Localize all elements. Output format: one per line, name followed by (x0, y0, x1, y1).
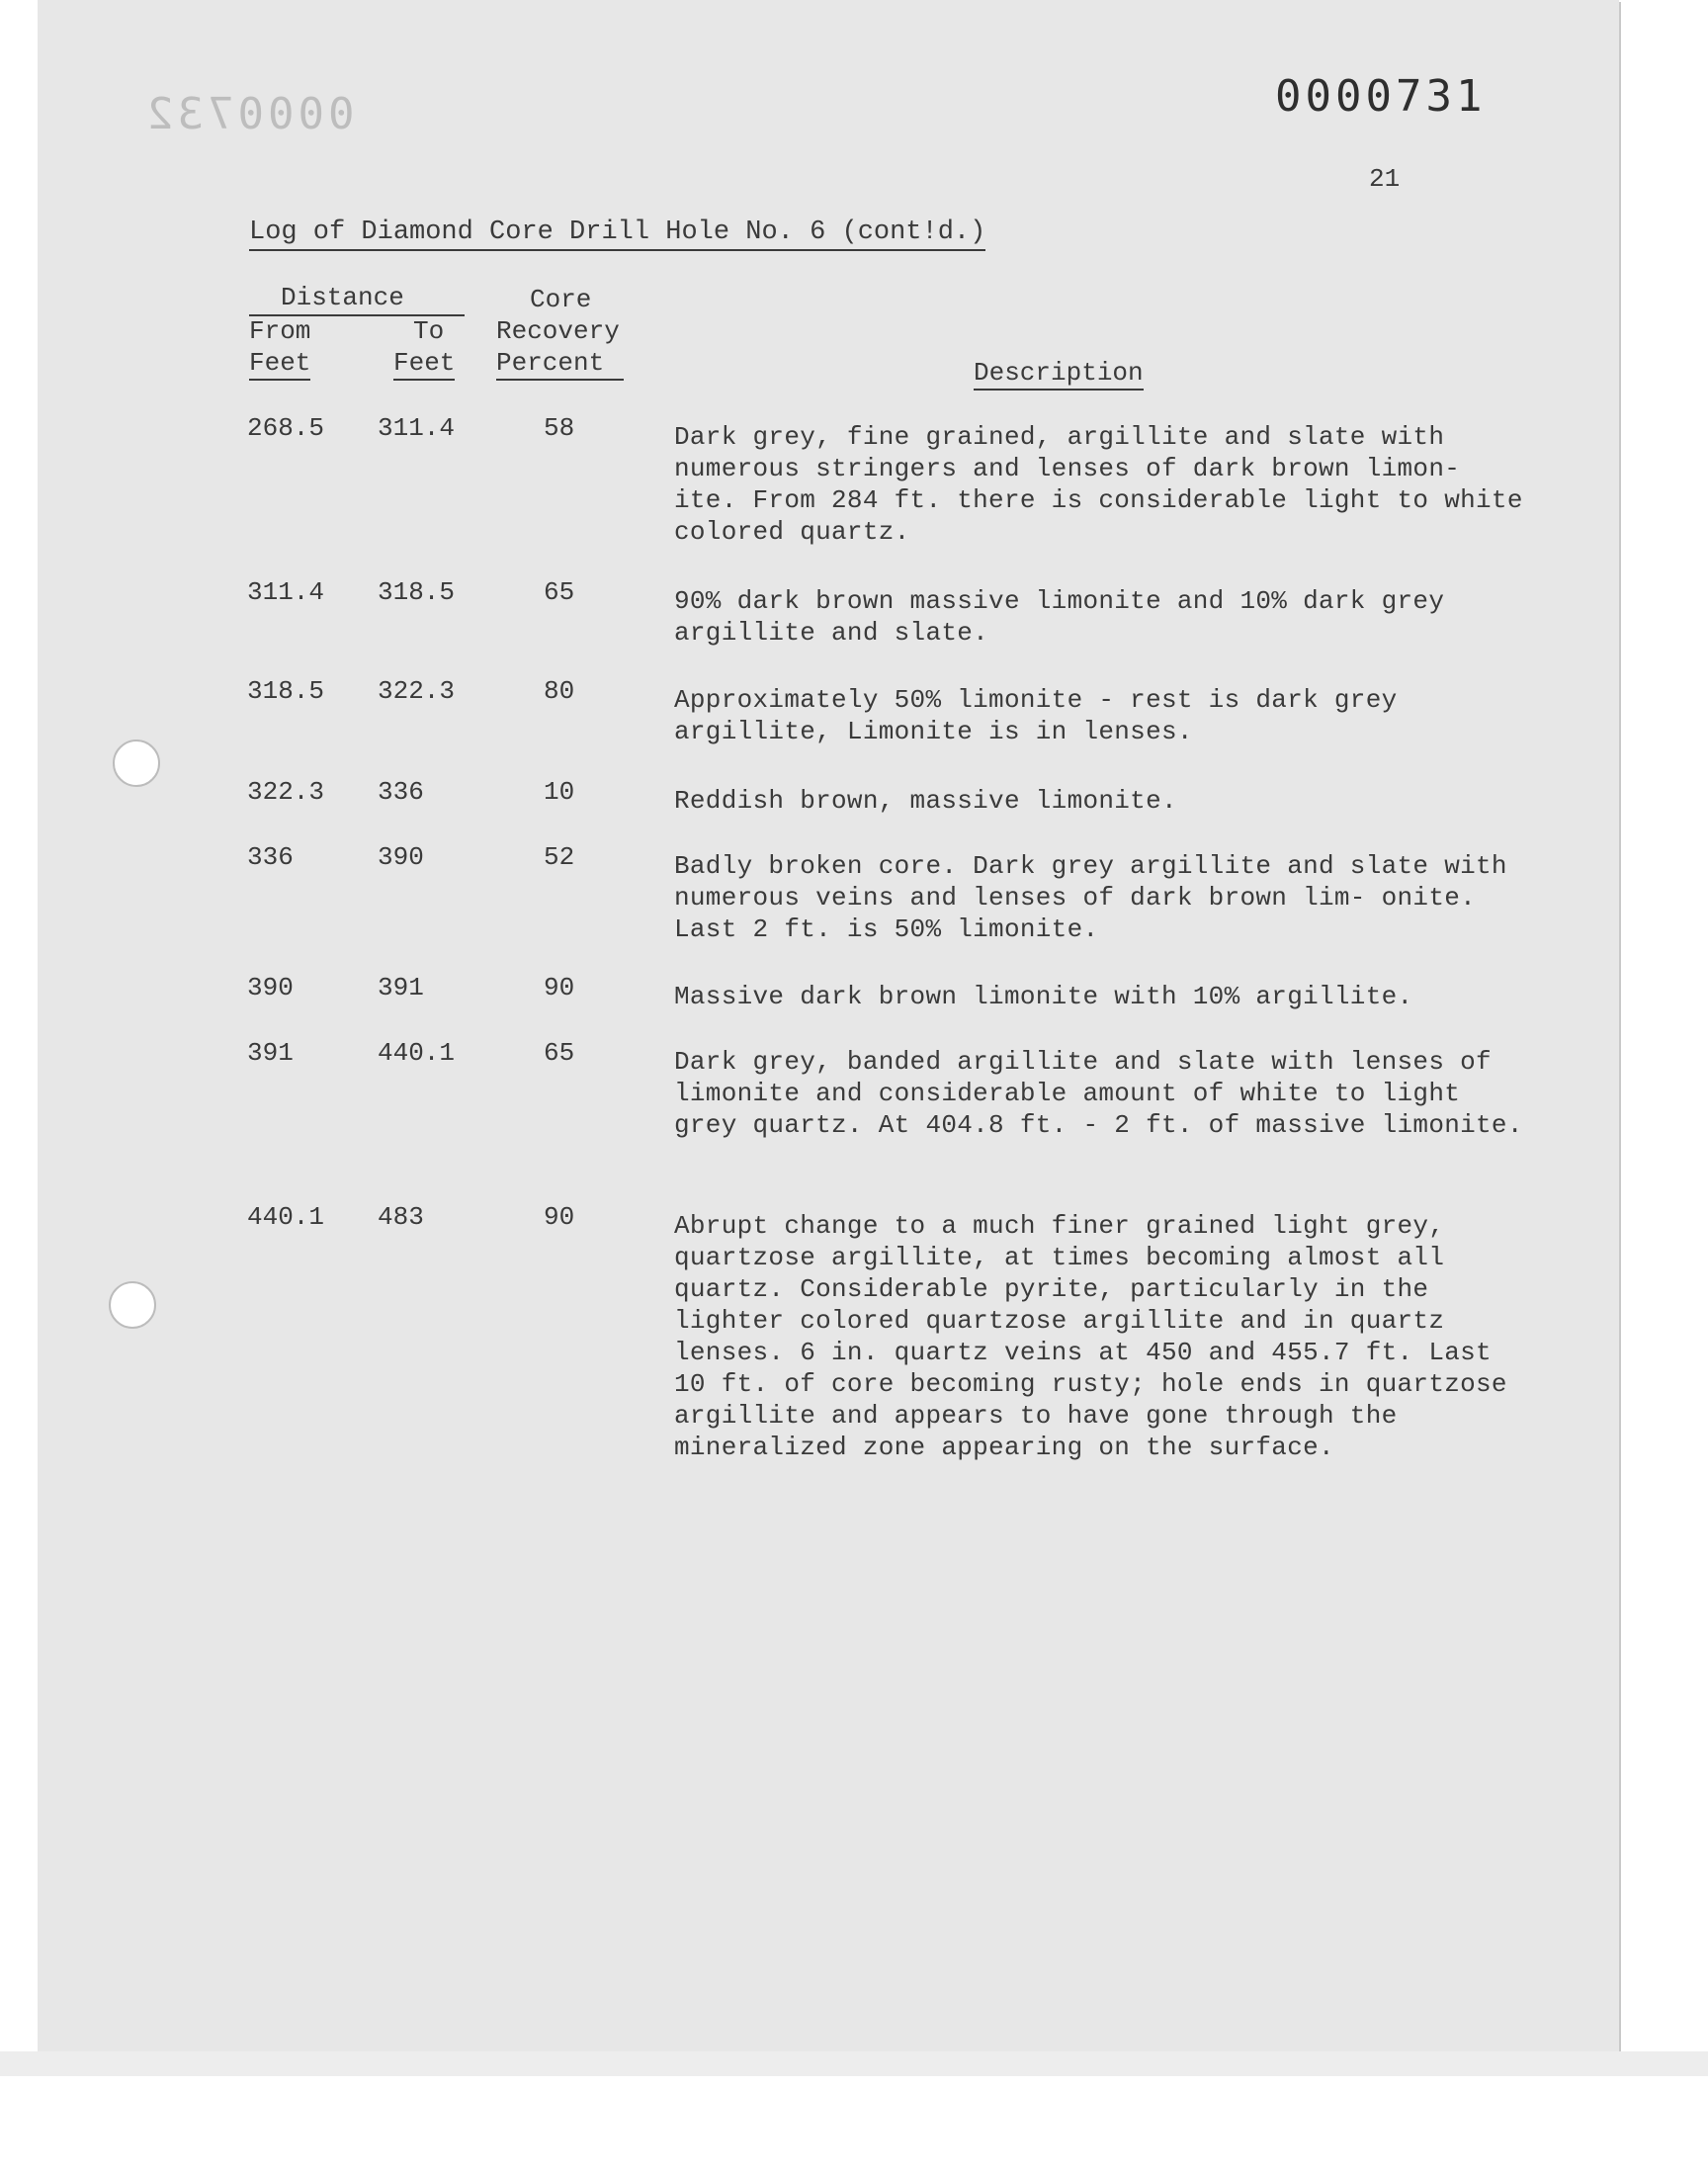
cell-core-recovery: 65 (544, 577, 575, 607)
cell-to: 318.5 (378, 577, 456, 607)
header-to: To (413, 316, 445, 346)
cell-from: 391 (247, 1038, 294, 1068)
header-core: Core (530, 285, 592, 314)
header-description: Description (974, 358, 1144, 391)
cell-description: Dark grey, fine grained, argillite and slate with numerous stringers and lenses of dark brown limon- ite. From 284 ft. there is considerable light to white colored quartz. (674, 422, 1523, 547)
cell-description: Reddish brown, massive limonite. (674, 786, 1177, 816)
cell-description: Badly broken core. Dark grey argillite and slate with numerous veins and lenses of dark brown lim- onite. Last 2 ft. is 50% limonite. (674, 851, 1507, 944)
cell-to: 322.3 (378, 676, 456, 706)
cell-from: 318.5 (247, 676, 325, 706)
cell-to: 336 (378, 777, 424, 807)
cell-from: 311.4 (247, 577, 325, 607)
scan-margin (0, 2076, 1708, 2175)
cell-description: Massive dark brown limonite with 10% argillite. (674, 982, 1413, 1011)
cell-from: 336 (247, 842, 294, 872)
cell-to: 311.4 (378, 413, 456, 443)
cell-from: 390 (247, 973, 294, 1002)
binder-hole-top (113, 740, 160, 787)
cell-description: 90% dark brown massive limonite and 10% dark grey argillite and slate. (674, 586, 1445, 648)
header-distance: Distance (281, 283, 404, 312)
header-from: From (249, 316, 311, 346)
cell-core-recovery: 52 (544, 842, 575, 872)
cell-core-recovery: 90 (544, 1202, 575, 1232)
header-from-unit: Feet (249, 348, 310, 381)
cell-description: Dark grey, banded argillite and slate with lenses of limonite and considerable amount of white to light grey quartz. At 404.8 ft. - 2 ft. of massive limonite. (674, 1047, 1523, 1140)
cell-core-recovery: 65 (544, 1038, 575, 1068)
cell-core-recovery: 90 (544, 973, 575, 1002)
header-to-unit: Feet (393, 348, 455, 381)
cell-from: 268.5 (247, 413, 325, 443)
cell-description: Abrupt change to a much finer grained light grey, quartzose argillite, at times becoming almost all quartz. Considerable pyrite, particularly in the lighter colored quartzose argillite and in quartz lenses. 6 in. quartz veins at 450 and 455.7 ft. Last 10 ft. of core becoming rusty; hole ends in quartzose argillite and appears to have gone through the mineralized zone appearing on the surface. (674, 1211, 1507, 1462)
cell-to: 440.1 (378, 1038, 456, 1068)
cell-to: 390 (378, 842, 424, 872)
cell-from: 322.3 (247, 777, 325, 807)
binder-hole-bottom (109, 1281, 156, 1329)
cell-description: Approximately 50% limonite - rest is dark grey argillite, Limonite is in lenses. (674, 685, 1398, 746)
cell-to: 483 (378, 1202, 424, 1232)
cell-core-recovery: 10 (544, 777, 575, 807)
document-page (38, 0, 1619, 2051)
cell-from: 440.1 (247, 1202, 325, 1232)
document-stamp: 0000731 (1275, 71, 1487, 122)
cell-to: 391 (378, 973, 424, 1002)
cell-core-recovery: 80 (544, 676, 575, 706)
ghost-stamp: 0000732 (143, 89, 355, 139)
header-percent: Percent (496, 348, 624, 381)
document-title: Log of Diamond Core Drill Hole No. 6 (cont!d.) (249, 218, 985, 251)
page-number: 21 (1369, 164, 1401, 194)
cell-core-recovery: 58 (544, 413, 575, 443)
header-recovery: Recovery (496, 316, 620, 346)
